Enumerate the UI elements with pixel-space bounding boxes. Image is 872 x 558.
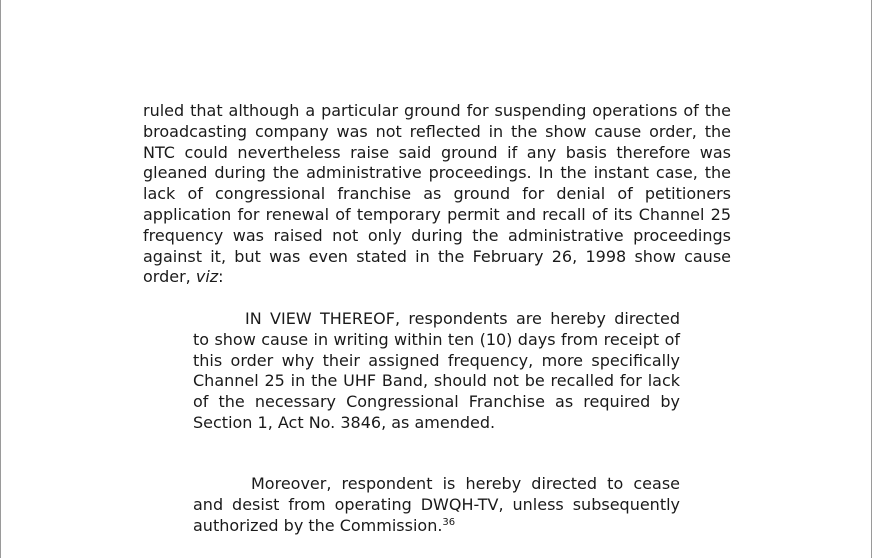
body-paragraph-text: ruled that although a particular ground for suspending operations of the broadcasting company was not reflected in the show cause order, the NTC could nevertheless raise said ground if any basis therefore was gleaned during the administrative proceedings. In the instant case, the lack of congressional franchise as ground for denial of petitioners application for renewal of temporary permit and recall of its Channel 25 frequency was raised not only during the administrative proceedings against it, but was even stated in the February 26, 1998 show cause order, (143, 101, 731, 287)
page-border-left (0, 0, 1, 558)
paragraph-trailing-colon: : (218, 267, 224, 287)
block-quote-cease-desist-text: Moreover, respondent is hereby directed to cease and desist from operating DWQH-TV, unless subsequently authorized by the Commission. (193, 474, 680, 535)
block-quote-order (193, 309, 680, 434)
emphasis-viz: viz (195, 267, 219, 287)
block-quote-order-text: IN VIEW THEREOF, respondents are hereby directed to show cause in writing within ten (10) days from receipt of this order why their assigned frequency, more specifically Channel 25 in the UHF Band, should not be recalled for lack of the necessary Congressional Franchise as required by Section 1, Act No. 3846, as amended. (193, 309, 680, 432)
block-quote-cease-desist (193, 474, 680, 536)
body-paragraph (143, 101, 731, 288)
footnote-reference[interactable]: 36 (442, 516, 456, 528)
